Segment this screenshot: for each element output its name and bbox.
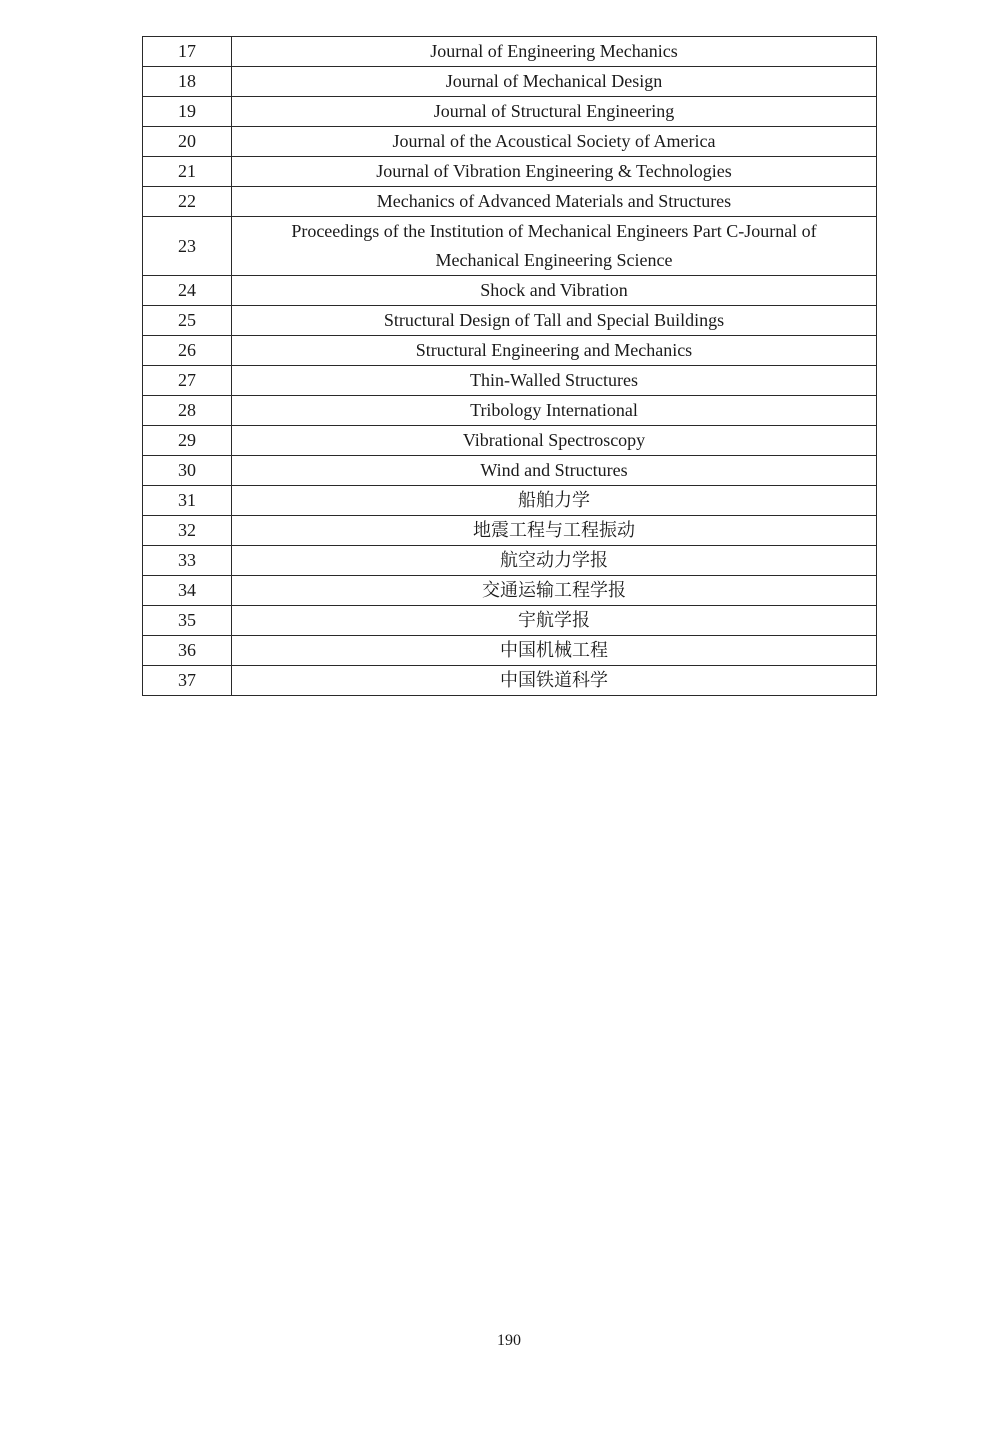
- journal-name: [232, 217, 877, 276]
- table-row: [143, 546, 877, 576]
- row-number: 36: [143, 636, 232, 666]
- journal-name: 交通运输工程学报: [232, 576, 877, 606]
- row-number: 25: [143, 306, 232, 336]
- journal-name: Journal of Mechanical Design: [232, 67, 877, 97]
- journal-name: Journal of Vibration Engineering & Technologies: [232, 157, 877, 187]
- table-row: [143, 366, 877, 396]
- table-row: [143, 37, 877, 67]
- table-row: [143, 516, 877, 546]
- journal-name-line-1: Proceedings of the Institution of Mechanical Engineers Part C-Journal of: [291, 221, 817, 241]
- journal-table: [142, 36, 877, 696]
- row-number: 24: [143, 276, 232, 306]
- page-number: 190: [497, 1332, 521, 1349]
- journal-name-line-2: Mechanical Engineering Science: [435, 250, 673, 270]
- journal-name: 宇航学报: [232, 606, 877, 636]
- table-row: [143, 276, 877, 306]
- row-number: 33: [143, 546, 232, 576]
- table-row: [143, 127, 877, 157]
- journal-name: 中国机械工程: [232, 636, 877, 666]
- journal-name: Tribology International: [232, 396, 877, 426]
- journal-name: Vibrational Spectroscopy: [232, 426, 877, 456]
- row-number: 31: [143, 486, 232, 516]
- row-number: 27: [143, 366, 232, 396]
- row-number: 34: [143, 576, 232, 606]
- journal-name: Structural Engineering and Mechanics: [232, 336, 877, 366]
- journal-name: 中国铁道科学: [232, 666, 877, 696]
- journal-name: 航空动力学报: [232, 546, 877, 576]
- journal-name: Thin-Walled Structures: [232, 366, 877, 396]
- journal-name: Journal of the Acoustical Society of America: [232, 127, 877, 157]
- journal-name: 地震工程与工程振动: [232, 516, 877, 546]
- row-number: 32: [143, 516, 232, 546]
- row-number: 21: [143, 157, 232, 187]
- table-row: [143, 217, 877, 276]
- journal-name: Mechanics of Advanced Materials and Structures: [232, 187, 877, 217]
- table-row: [143, 636, 877, 666]
- journal-name: Structural Design of Tall and Special Buildings: [232, 306, 877, 336]
- row-number: 28: [143, 396, 232, 426]
- table-row: [143, 666, 877, 696]
- row-number: 20: [143, 127, 232, 157]
- journal-name: Shock and Vibration: [232, 276, 877, 306]
- journal-name: Journal of Engineering Mechanics: [232, 37, 877, 67]
- table-row: [143, 606, 877, 636]
- journal-name: Journal of Structural Engineering: [232, 97, 877, 127]
- row-number: 22: [143, 187, 232, 217]
- journal-name: 船舶力学: [232, 486, 877, 516]
- table-row: [143, 426, 877, 456]
- table-row: [143, 336, 877, 366]
- table-row: [143, 187, 877, 217]
- table-row: [143, 486, 877, 516]
- row-number: 19: [143, 97, 232, 127]
- table-row: [143, 306, 877, 336]
- table-row: [143, 157, 877, 187]
- table-row: [143, 396, 877, 426]
- row-number: 29: [143, 426, 232, 456]
- row-number: 17: [143, 37, 232, 67]
- row-number: 35: [143, 606, 232, 636]
- table-row: [143, 97, 877, 127]
- table-row: [143, 456, 877, 486]
- row-number: 18: [143, 67, 232, 97]
- row-number: 37: [143, 666, 232, 696]
- table-row: [143, 67, 877, 97]
- table-row: [143, 576, 877, 606]
- row-number: 30: [143, 456, 232, 486]
- row-number: 23: [143, 217, 232, 276]
- journal-name: Wind and Structures: [232, 456, 877, 486]
- row-number: 26: [143, 336, 232, 366]
